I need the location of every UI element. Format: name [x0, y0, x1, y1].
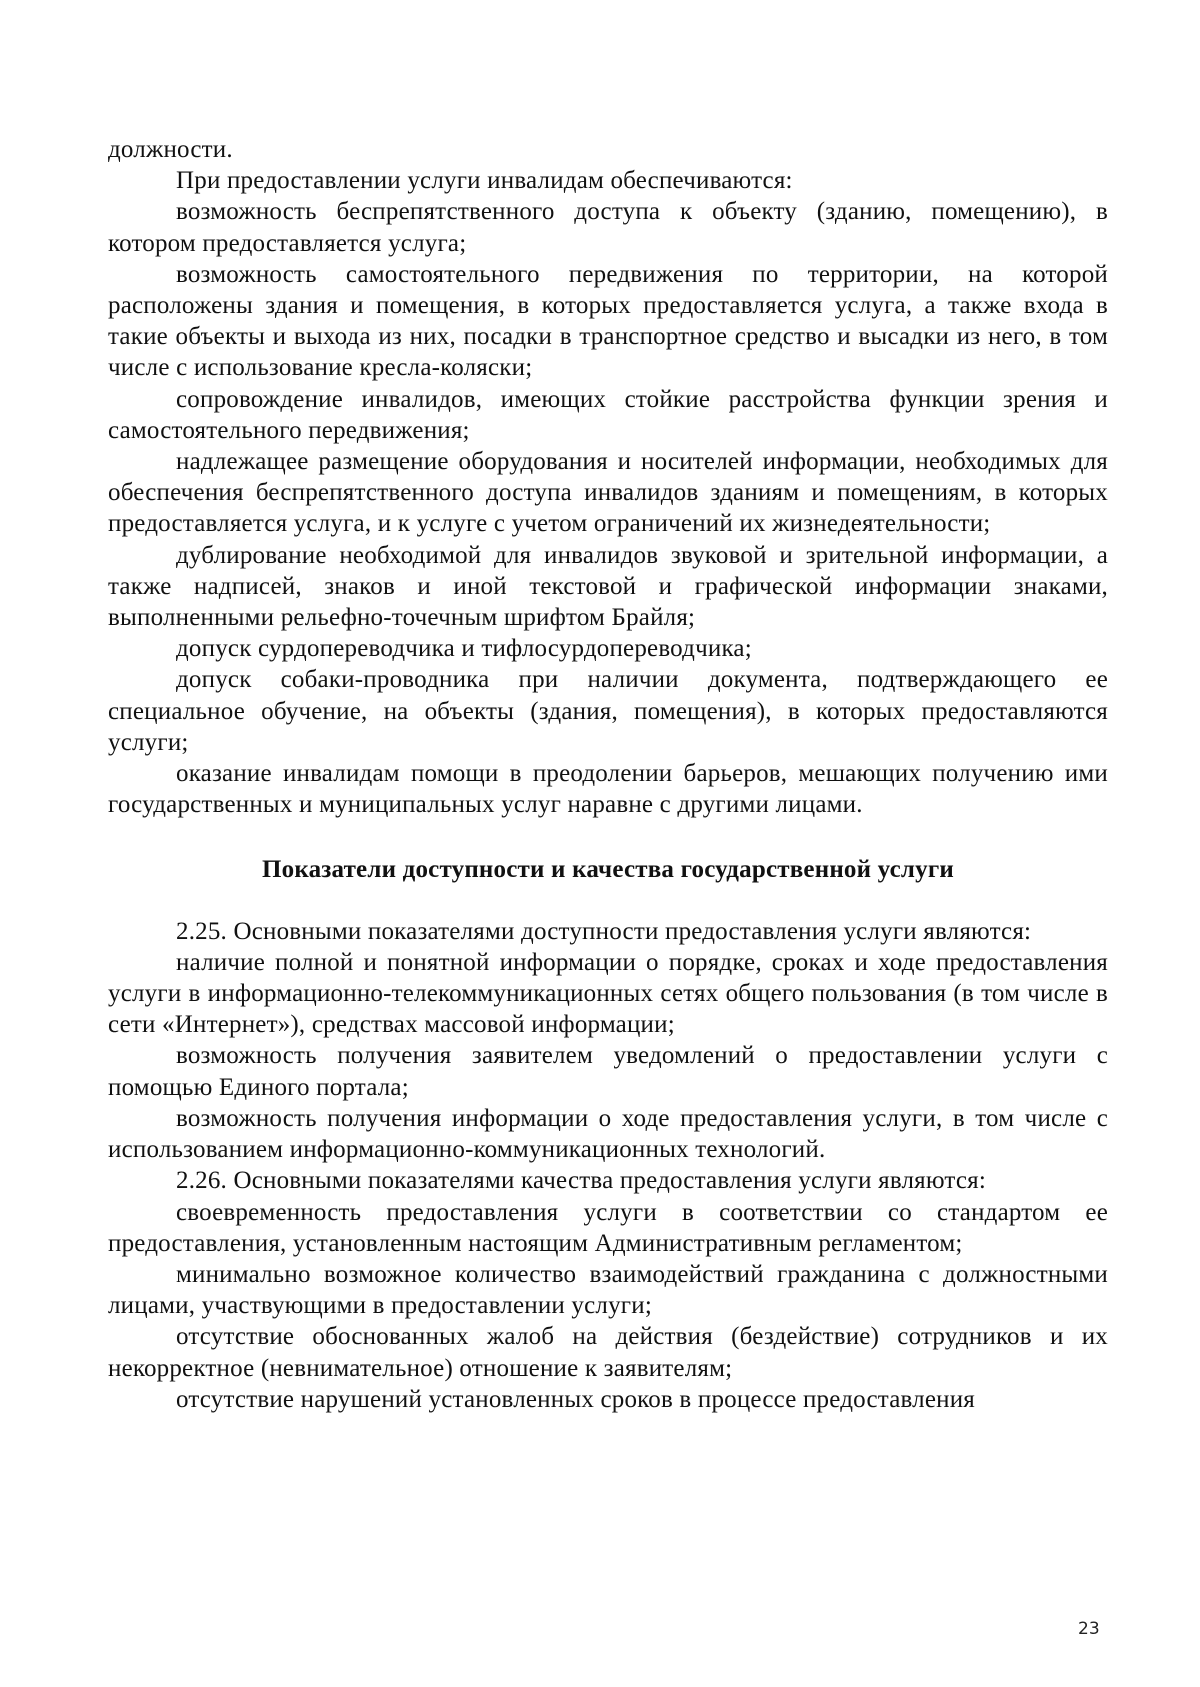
paragraph: своевременность предоставления услуги в соответствии со стандартом ее предоставления, установленным настоящим Административным регламентом;: [108, 1198, 1108, 1257]
paragraph: 2.26. Основными показателями качества предоставления услуги являются:: [176, 1167, 987, 1195]
paragraph: возможность получения информации о ходе предоставления услуги, в том числе с использованием информационно-коммуникационных технологий.: [108, 1104, 1108, 1164]
paragraph: минимально возможное количество взаимодействий гражданина с должностными лицами, участвующими в предоставлении услуги;: [108, 1260, 1108, 1320]
paragraph: должности.: [108, 136, 233, 163]
paragraph: возможность беспрепятственного доступа к объекту (зданию, помещению), в котором предоставляется услуга;: [108, 198, 1108, 257]
paragraph: отсутствие нарушений установленных сроков в процессе предоставления: [176, 1385, 975, 1413]
paragraph: оказание инвалидам помощи в преодолении барьеров, мешающих получению ими государственных и муниципальных услуг наравне с другими лицами.: [108, 760, 1108, 819]
page-number: 23: [1078, 1619, 1100, 1639]
paragraph: допуск сурдопереводчика и тифлосурдопереводчика;: [176, 635, 752, 663]
paragraph: дублирование необходимой для инвалидов звуковой и зрительной информации, а также надписей, знаков и иной текстовой и графической информации знаками, выполненными рельефно-точечным шрифтом Брайля;: [108, 541, 1108, 632]
paragraph: сопровождение инвалидов, имеющих стойкие расстройства функции зрения и самостоятельного передвижения;: [108, 385, 1108, 444]
paragraph: При предоставлении услуги инвалидам обеспечиваются:: [176, 167, 793, 195]
document-body: [108, 134, 1108, 1415]
paragraph: допуск собаки-проводника при наличии документа, подтверждающего ее специальное обучение, на объекты (здания, помещения), в которых предоставляются услуги;: [108, 666, 1108, 756]
paragraph: надлежащее размещение оборудования и носителей информации, необходимых для обеспечения беспрепятственного доступа инвалидов зданиям и помещениям, в которых предоставляется услуга, и к услуге с учетом ограничений их жизнедеятельности;: [108, 448, 1108, 538]
paragraph: отсутствие обоснованных жалоб на действия (бездействие) сотрудников и их некорректное (невнимательное) отношение к заявителям;: [108, 1323, 1108, 1382]
paragraph: наличие полной и понятной информации о порядке, сроках и ходе предоставления услуги в информационно-телекоммуникационных сетях общего пользования (в том числе в сети «Интернет»), средствах массовой информации;: [108, 948, 1108, 1039]
paragraph: возможность самостоятельного передвижения по территории, на которой расположены здания и помещения, в которых предоставляется услуга, а также входа в такие объекты и выхода из них, посадки в транспортное средство и высадки из него, в том числе с использование кресла-коляски;: [108, 260, 1108, 382]
section-heading: Показатели доступности и качества государственной услуги: [262, 856, 954, 884]
paragraph: 2.25. Основными показателями доступности предоставления услуги являются:: [176, 917, 1032, 945]
paragraph: возможность получения заявителем уведомлений о предоставлении услуги с помощью Единого портала;: [108, 1042, 1108, 1101]
